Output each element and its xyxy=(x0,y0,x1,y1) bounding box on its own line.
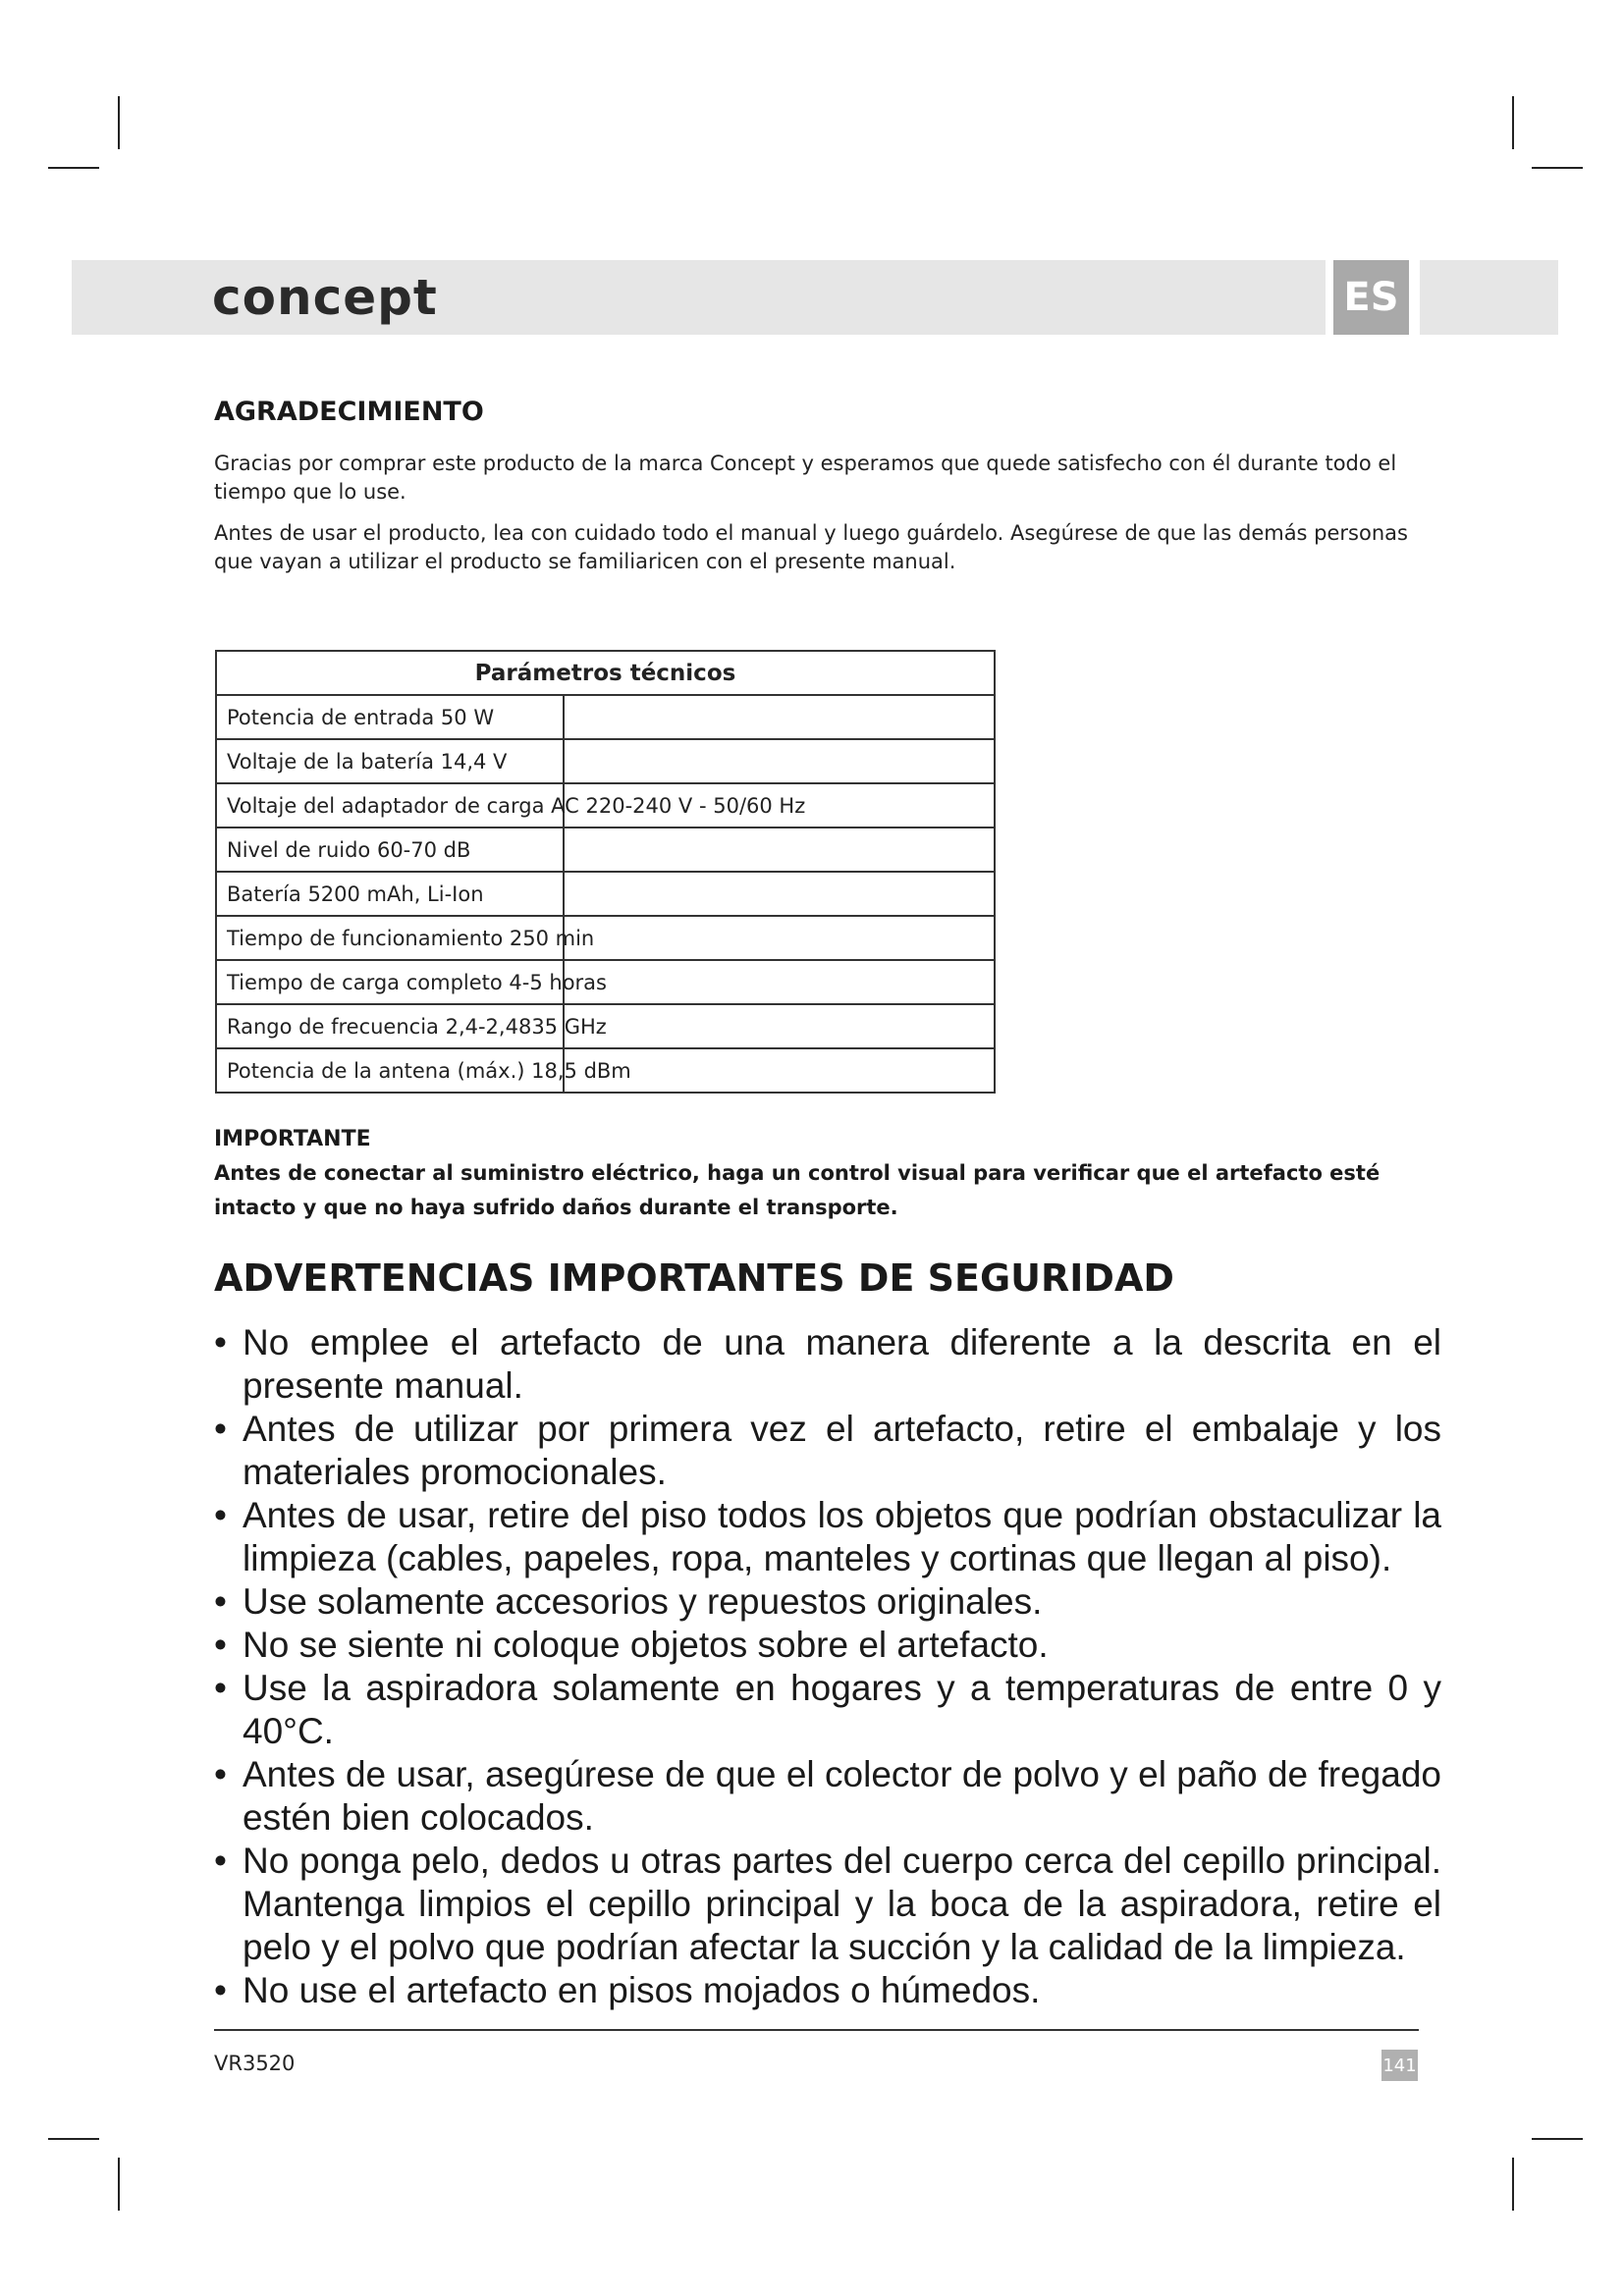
table-header-row xyxy=(216,651,995,695)
crop-mark xyxy=(118,96,120,149)
bullet-icon: • xyxy=(214,1668,227,1708)
important-text: Antes de conectar al suministro eléctrico, haga un control visual para verificar que el artefacto esté intacto y que no haya sufrido daños durante el transporte. xyxy=(214,1161,1380,1219)
table-title: Parámetros técnicos xyxy=(216,651,995,695)
crop-mark xyxy=(1512,2158,1514,2211)
table-row xyxy=(216,828,995,872)
page-number: 141 xyxy=(1381,2050,1418,2081)
technical-parameters-table xyxy=(215,650,996,1094)
safety-warnings-list xyxy=(214,1321,1441,2012)
bullet-icon: • xyxy=(214,1970,227,2010)
bullet-icon: • xyxy=(214,1625,227,1665)
warning-text: Use la aspiradora solamente en hogares y a temperaturas de entre 0 y 40°C. xyxy=(243,1668,1441,1751)
bullet-icon: • xyxy=(214,1581,227,1622)
table-cell: Nivel de ruido 60-70 dB xyxy=(216,828,564,872)
warning-text: Use solamente accesorios y repuestos originales. xyxy=(243,1581,1043,1622)
list-item xyxy=(214,1580,1441,1624)
table-cell-empty xyxy=(564,960,995,1004)
table-row xyxy=(216,1048,995,1093)
table-cell: Potencia de la antena (máx.) 18,5 dBm xyxy=(216,1048,564,1093)
list-item xyxy=(214,1667,1441,1753)
table-row xyxy=(216,872,995,916)
warning-text: Antes de utilizar por primera vez el artefacto, retire el embalaje y los materiales promocionales. xyxy=(243,1409,1441,1492)
model-number: VR3520 xyxy=(214,2052,296,2075)
brand-logo: concept xyxy=(212,269,438,326)
table-cell: Batería 5200 mAh, Li-Ion xyxy=(216,872,564,916)
crop-mark xyxy=(48,2138,99,2140)
table-row xyxy=(216,916,995,960)
table-row xyxy=(216,739,995,783)
table-cell-empty xyxy=(564,739,995,783)
table-cell-empty xyxy=(564,695,995,739)
intro-text xyxy=(214,450,1417,589)
bullet-icon: • xyxy=(214,1409,227,1449)
table-row xyxy=(216,1004,995,1048)
warning-text: No se siente ni coloque objetos sobre el artefacto. xyxy=(243,1625,1049,1665)
bullet-icon: • xyxy=(214,1322,227,1362)
list-item xyxy=(214,1840,1441,1969)
list-item xyxy=(214,1624,1441,1667)
bullet-icon: • xyxy=(214,1495,227,1535)
crop-mark xyxy=(118,2158,120,2211)
table-cell-empty xyxy=(564,1004,995,1048)
crop-mark xyxy=(1512,96,1514,149)
intro-paragraph: Antes de usar el producto, lea con cuidado todo el manual y luego guárdelo. Asegúrese de que las demás personas que vayan a utilizar el producto se familiaricen con el presente manual. xyxy=(214,521,1408,573)
list-item xyxy=(214,1753,1441,1840)
table-cell: Potencia de entrada 50 W xyxy=(216,695,564,739)
table-cell-empty xyxy=(564,872,995,916)
bullet-icon: • xyxy=(214,1841,227,1881)
list-item xyxy=(214,1321,1441,1408)
warning-text: No ponga pelo, dedos u otras partes del cuerpo cerca del cepillo principal. Mantenga limpios el cepillo principal y la boca de la aspiradora, retire el pelo y el polvo que podrían afectar la succión y la calidad de la limpieza. xyxy=(243,1841,1441,1967)
warning-text: Antes de usar, asegúrese de que el colector de polvo y el paño de fregado estén bien colocados. xyxy=(243,1754,1441,1838)
table-cell: Voltaje del adaptador de carga AC 220-240 V - 50/60 Hz xyxy=(216,783,564,828)
table-cell-empty xyxy=(564,828,995,872)
crop-mark xyxy=(1532,167,1583,169)
table-row xyxy=(216,960,995,1004)
section-title-thanks: AGRADECIMIENTO xyxy=(214,397,484,427)
intro-paragraph: Gracias por comprar este producto de la marca Concept y esperamos que quede satisfecho con él durante todo el tiempo que lo use. xyxy=(214,452,1397,504)
important-title: IMPORTANTE xyxy=(214,1127,371,1151)
language-badge: ES xyxy=(1333,260,1409,335)
list-item xyxy=(214,1408,1441,1494)
section-title-safety: ADVERTENCIAS IMPORTANTES DE SEGURIDAD xyxy=(214,1256,1174,1300)
warning-text: No emplee el artefacto de una manera diferente a la descrita en el presente manual. xyxy=(243,1322,1441,1406)
warning-text: No use el artefacto en pisos mojados o húmedos. xyxy=(243,1970,1041,2010)
header-band-right xyxy=(1420,260,1558,335)
warning-text: Antes de usar, retire del piso todos los objetos que podrían obstaculizar la limpieza (cables, papeles, ropa, manteles y cortinas que llegan al piso). xyxy=(243,1495,1441,1578)
bullet-icon: • xyxy=(214,1754,227,1794)
list-item xyxy=(214,1969,1441,2012)
table-row xyxy=(216,695,995,739)
table-cell-empty xyxy=(564,916,995,960)
table-row xyxy=(216,783,995,828)
table-cell: Tiempo de funcionamiento 250 min xyxy=(216,916,564,960)
table-cell: Voltaje de la batería 14,4 V xyxy=(216,739,564,783)
table-cell: Rango de frecuencia 2,4-2,4835 GHz xyxy=(216,1004,564,1048)
crop-mark xyxy=(48,167,99,169)
footer-divider xyxy=(214,2029,1419,2031)
list-item xyxy=(214,1494,1441,1580)
crop-mark xyxy=(1532,2138,1583,2140)
table-cell: Tiempo de carga completo 4-5 horas xyxy=(216,960,564,1004)
